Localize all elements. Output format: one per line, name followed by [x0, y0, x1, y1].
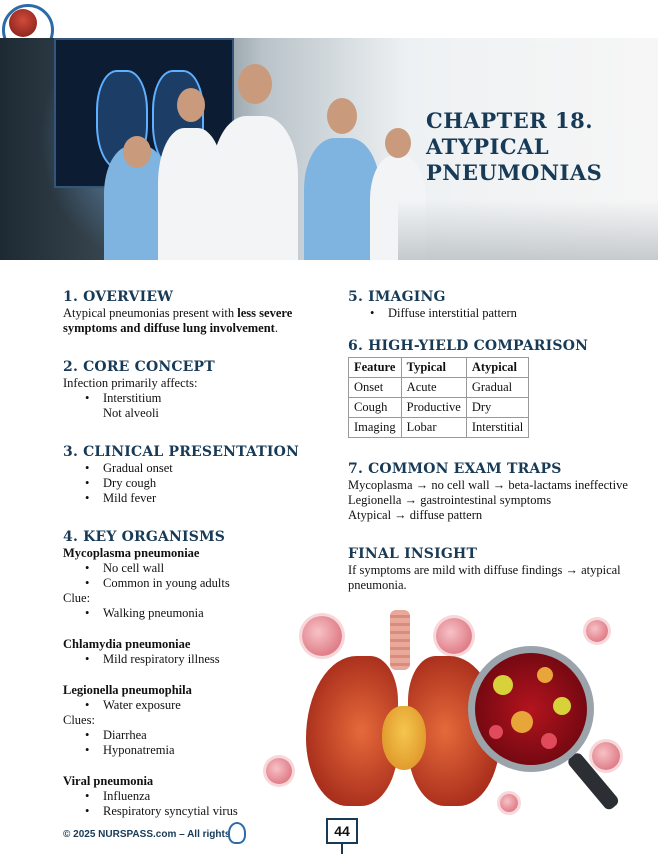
trap-line: Legionella → gastrointestinal symptoms: [348, 493, 552, 507]
table-row: [349, 418, 529, 438]
list-item: • Diarrhea: [63, 728, 333, 743]
legionella-list: [63, 698, 333, 713]
mycoplasma-title: Mycoplasma pneumoniae: [63, 546, 200, 560]
core-list: [63, 391, 333, 421]
comparison-heading: 6. HIGH-YIELD COMPARISON: [348, 338, 589, 354]
heart-shape: [382, 706, 426, 770]
organisms-heading: 4. KEY ORGANISMS: [63, 529, 226, 545]
trachea-shape: [390, 610, 410, 670]
list-item: • Respiratory syncytial virus: [63, 804, 333, 819]
table-header-cell: Typical: [401, 358, 466, 378]
virus-icon: [586, 620, 608, 642]
section-imaging: [348, 288, 628, 321]
virus-icon: [592, 742, 620, 770]
magnifying-glass-icon: [468, 646, 594, 772]
team-member-4: [304, 138, 380, 260]
lungs-logo-icon: [9, 9, 37, 37]
chapter-title-line-3: PNEUMONIAS: [426, 160, 603, 185]
table-header-cell: Feature: [349, 358, 402, 378]
table-row: [349, 398, 529, 418]
virus-icon: [436, 618, 472, 654]
list-item: • Diffuse interstitial pattern: [348, 306, 628, 321]
imaging-heading: 5. IMAGING: [348, 289, 446, 305]
imaging-list: [348, 306, 628, 321]
virus-icon: [500, 794, 518, 812]
insight-heading: FINAL INSIGHT: [348, 546, 478, 562]
table-cell: Productive: [401, 398, 466, 418]
section-final-insight: [348, 545, 628, 593]
overview-text-bold: less severe symptoms and diffuse lung involvement: [63, 306, 293, 335]
list-item: • Influenza: [63, 789, 333, 804]
virus-icon: [302, 616, 342, 656]
trap-line: Atypical → diffuse pattern: [348, 508, 483, 522]
chapter-title: [426, 108, 636, 186]
list-item: • Interstitium: [63, 391, 333, 406]
virus-cell-icon: [493, 675, 513, 695]
virus-icon: [266, 758, 292, 784]
nurspass-footer-icon: [228, 822, 246, 844]
table-cell: Onset: [349, 378, 402, 398]
overview-heading: 1. OVERVIEW: [63, 289, 174, 305]
clinical-heading: 3. CLINICAL PRESENTATION: [63, 444, 300, 460]
list-item: • Water exposure: [63, 698, 333, 713]
table-cell: Gradual: [466, 378, 528, 398]
virus-cell-icon: [553, 697, 571, 715]
core-heading: 2. CORE CONCEPT: [63, 359, 215, 375]
table-cell: Interstitial: [466, 418, 528, 438]
insight-text: If symptoms are mild with diffuse findings → atypical pneumonia.: [348, 563, 621, 592]
list-item: • Mild respiratory illness: [63, 652, 333, 667]
legionella-title: Legionella pneumophila: [63, 683, 192, 697]
legionella-clue-label: Clues:: [63, 713, 95, 727]
trap-line: Mycoplasma → no cell wall → beta-lactams ineffective: [348, 478, 628, 492]
mycoplasma-list: [63, 561, 333, 591]
page-number-tick: [341, 844, 343, 854]
list-item: • No cell wall: [63, 561, 333, 576]
list-item: • Hyponatremia: [63, 743, 333, 758]
comparison-table: [348, 357, 529, 438]
chlamydia-title: Chlamydia pneumoniae: [63, 637, 191, 651]
page-number: 44: [326, 818, 358, 844]
core-intro: Infection primarily affects:: [63, 376, 198, 390]
table-cell: Imaging: [349, 418, 402, 438]
table-row: [349, 378, 529, 398]
overview-text-pre: Atypical pneumonias present with: [63, 306, 238, 320]
traps-heading: 7. COMMON EXAM TRAPS: [348, 461, 562, 477]
table-cell: Lobar: [401, 418, 466, 438]
virus-cell-icon: [541, 733, 557, 749]
section-overview: [63, 288, 333, 336]
chlamydia-list: [63, 652, 333, 667]
chapter-title-line-2: ATYPICAL: [426, 134, 550, 159]
viral-title: Viral pneumonia: [63, 774, 154, 788]
team-member-3: [212, 116, 298, 260]
list-item: • Dry cough: [63, 476, 333, 491]
viral-list: [63, 789, 333, 819]
list-item: • Mild fever: [63, 491, 333, 506]
list-item: • Gradual onset: [63, 461, 333, 476]
table-header-cell: Atypical: [466, 358, 528, 378]
section-comparison: [348, 337, 628, 438]
overview-text: [63, 306, 333, 336]
table-cell: Acute: [401, 378, 466, 398]
section-clinical-presentation: [63, 443, 333, 506]
left-column: [63, 288, 333, 819]
banner-mist: [398, 200, 658, 260]
virus-cell-icon: [489, 725, 503, 739]
chapter-title-line-1: CHAPTER 18.: [426, 108, 594, 133]
table-header-row: [349, 358, 529, 378]
mycoplasma-clue-label: Clue:: [63, 591, 91, 605]
legionella-clue-list: [63, 728, 333, 758]
lungs-infection-illustration: [296, 606, 648, 820]
table-cell: Dry: [466, 398, 528, 418]
footer-copyright: © 2025 NURSPASS.com – All rights: [63, 829, 231, 840]
mycoplasma-clue-list: [63, 606, 333, 621]
table-cell: Cough: [349, 398, 402, 418]
overview-text-post: .: [274, 321, 278, 335]
right-column: [348, 288, 628, 593]
list-item: Not alveoli: [103, 406, 159, 420]
virus-cell-icon: [511, 711, 533, 733]
virus-cell-icon: [537, 667, 553, 683]
section-core-concept: [63, 358, 333, 421]
list-item: • Common in young adults: [63, 576, 333, 591]
section-key-organisms: [63, 528, 333, 819]
list-item: • Walking pneumonia: [63, 606, 333, 621]
section-exam-traps: [348, 460, 628, 523]
clinical-list: [63, 461, 333, 506]
